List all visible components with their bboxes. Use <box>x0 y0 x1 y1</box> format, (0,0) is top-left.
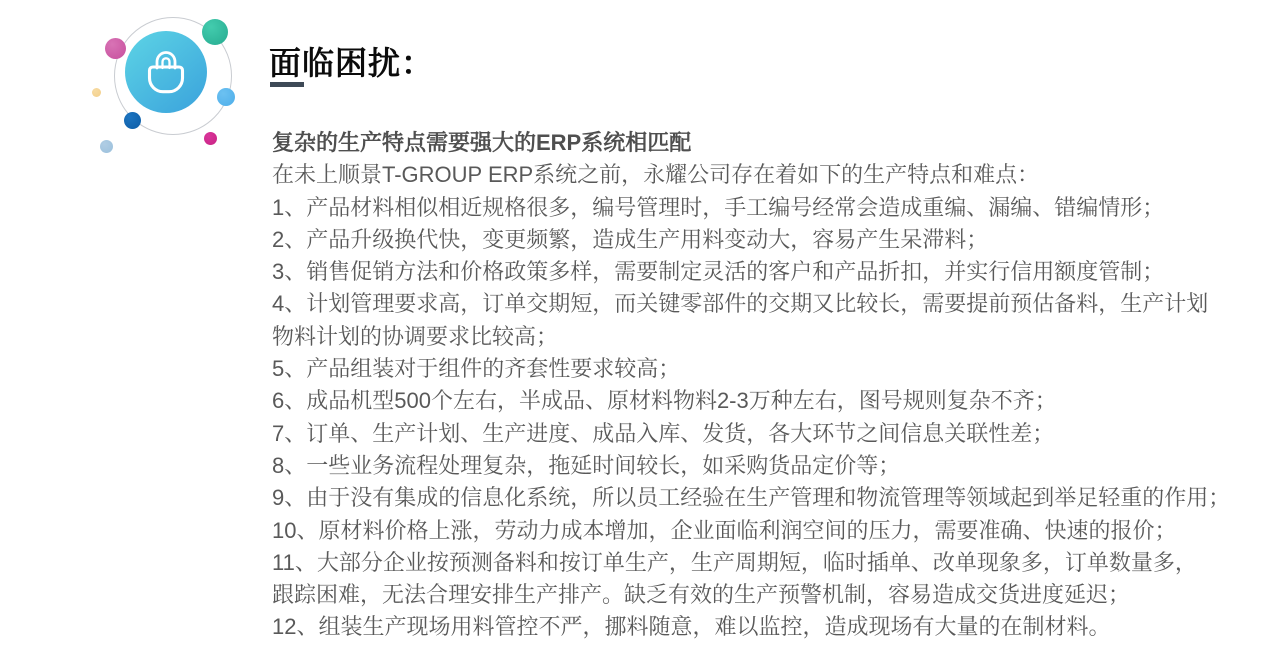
section-title: 面临困扰： <box>269 45 435 82</box>
subtitle: 复杂的生产特点需要强大的ERP系统相匹配 <box>272 130 692 155</box>
difficulty-line-11-cont: 跟踪困难，无法合理安排生产排产。缺乏有效的生产预警机制，容易造成交货进度延迟； <box>272 582 1131 608</box>
title-underline <box>270 82 304 87</box>
lock-circle <box>125 31 207 113</box>
lock-icon <box>146 50 186 94</box>
difficulty-line-6: 6、成品机型500个左右，半成品、原材料物料2-3万种左右，图号规则复杂不齐； <box>272 388 1057 414</box>
intro-line: 在未上顺景T-GROUP ERP系统之前，永耀公司存在着如下的生产特点和难点： <box>272 162 1040 188</box>
decor-dot-darkblue <box>124 112 141 129</box>
decor-dot-steel <box>100 140 113 153</box>
decor-dot-pink <box>105 38 126 59</box>
lock-badge <box>0 0 260 170</box>
decor-dot-magenta <box>204 132 217 145</box>
difficulty-line-7: 7、订单、生产计划、生产进度、成品入库、发货，各大环节之间信息关联性差； <box>272 420 1055 446</box>
difficulties-text <box>272 127 1262 644</box>
decor-dot-teal <box>202 19 228 45</box>
difficulty-line-4-cont: 物料计划的协调要求比较高； <box>272 323 559 349</box>
difficulty-line-8: 8、一些业务流程处理复杂，拖延时间较长，如采购货品定价等； <box>272 452 901 478</box>
difficulty-line-5: 5、产品组装对于组件的齐套性要求较高； <box>272 356 681 382</box>
decor-dot-lightblue <box>217 88 235 106</box>
difficulty-line-4: 4、计划管理要求高，订单交期短，而关键零部件的交期又比较长，需要提前预估备料，生产计划 <box>272 291 1209 317</box>
difficulty-line-9: 9、由于没有集成的信息化系统，所以员工经验在生产管理和物流管理等领域起到举足轻重的作用； <box>272 485 1231 511</box>
decor-dot-yellow <box>92 88 101 97</box>
difficulty-line-10: 10、原材料价格上涨，劳动力成本增加，企业面临利润空间的压力，需要准确、快速的报价； <box>272 517 1177 543</box>
difficulty-line-3: 3、销售促销方法和价格政策多样，需要制定灵活的客户和产品折扣，并实行信用额度管制； <box>272 259 1165 285</box>
difficulty-line-2: 2、产品升级换代快，变更频繁，造成生产用料变动大，容易产生呆滞料； <box>272 226 989 252</box>
difficulty-line-12: 12、组装生产现场用料管控不严，挪料随意，难以监控，造成现场有大量的在制材料。 <box>272 614 1111 640</box>
difficulty-line-11: 11、大部分企业按预测备料和按订单生产，生产周期短，临时插单、改单现象多，订单数量多， <box>272 549 1197 575</box>
difficulty-line-1: 1、产品材料相似相近规格很多，编号管理时，手工编号经常会造成重编、漏编、错编情形； <box>272 194 1165 220</box>
